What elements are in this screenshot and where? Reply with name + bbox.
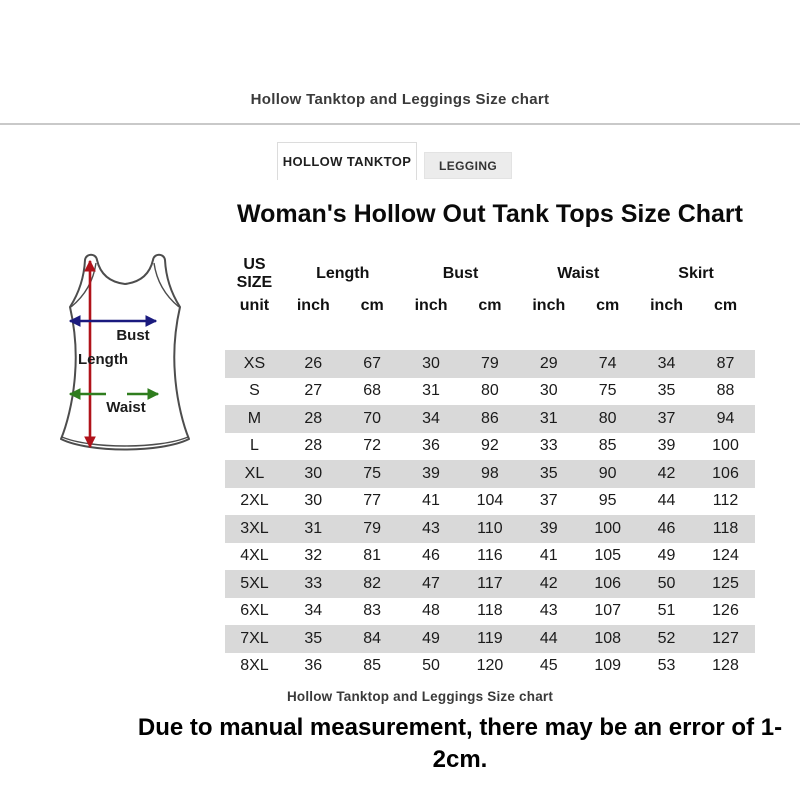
measurement-cell: 49 [422,629,440,647]
measurement-cell: 37 [539,492,558,510]
measurement-cell: 104 [476,492,504,510]
unit-header: unit [239,297,270,314]
measurement-cell: 44 [539,629,558,647]
table-row [225,405,755,433]
group-header-row [225,256,755,292]
measurement-cell: 85 [363,657,382,675]
unit-header: cm [713,297,738,314]
measurement-cell: 45 [539,657,558,675]
measurement-cell: 85 [598,437,617,455]
measurement-cell: 75 [598,382,617,400]
measurement-cell: 94 [716,409,735,427]
table-row [225,515,755,543]
measurement-cell: 126 [712,602,739,620]
measurement-cell: 42 [657,464,676,482]
size-cell: 4XL [240,547,269,565]
size-cell: 5XL [240,574,269,592]
measurement-cell: 108 [594,629,622,647]
measurement-cell: 79 [481,354,499,372]
measurement-cell: 50 [422,657,440,675]
tab-hollow-tanktop[interactable]: HOLLOW TANKTOP [277,142,417,180]
size-cell: 8XL [240,657,269,675]
measurement-cell: 33 [539,437,558,455]
measurement-cell: 125 [712,574,739,592]
measurement-cell: 31 [539,409,558,427]
table-row [225,653,755,681]
measurement-cell: 120 [476,657,504,675]
col-header-bust: Bust [442,265,479,282]
measurement-cell: 100 [712,437,739,455]
measurement-cell: 29 [539,354,558,372]
divider [0,123,800,125]
measurement-cell: 27 [304,382,323,400]
measurement-cell: 77 [363,492,382,510]
tab-legging[interactable]: LEGGING [424,152,512,179]
measurement-cell: 52 [657,629,676,647]
measurement-cell: 47 [422,574,440,592]
measurement-cell: 67 [363,354,382,372]
measurement-cell: 41 [422,492,440,510]
measurement-cell: 36 [422,437,440,455]
measurement-cell: 110 [477,519,503,537]
size-table [225,256,755,680]
measurement-cell: 34 [304,602,323,620]
measurement-cell: 48 [422,602,440,620]
size-cell: M [247,409,262,427]
measurement-cell: 70 [363,409,382,427]
table-row [225,433,755,461]
measurement-cell: 74 [598,354,617,372]
measurement-cell: 106 [594,574,622,592]
unit-header: cm [596,297,620,314]
measurement-cell: 107 [594,602,622,620]
measurement-cell: 50 [657,574,676,592]
measurement-cell: 34 [657,354,676,372]
measurement-cell: 39 [539,519,558,537]
tanktop-measurement-diagram [50,250,200,455]
measurement-cell: 49 [657,547,676,565]
measurement-cell: 31 [422,382,440,400]
unit-header: cm [360,297,384,314]
measurement-cell: 41 [539,547,558,565]
measurement-cell: 83 [363,602,382,620]
measurement-cell: 42 [539,574,558,592]
table-row [225,460,755,488]
measurement-cell: 35 [657,382,676,400]
table-row [225,570,755,598]
measurement-cell: 88 [716,382,735,400]
measurement-cell: 43 [422,519,440,537]
unit-header: cm [478,297,502,314]
footer-caption: Hollow Tanktop and Leggings Size chart [286,689,554,704]
length-label: Length [78,351,128,368]
page-title: Hollow Tanktop and Leggings Size chart [250,91,550,108]
size-chart-title: Woman's Hollow Out Tank Tops Size Chart [237,200,743,228]
measurement-cell: 46 [657,519,676,537]
table-row [225,625,755,653]
measurement-cell: 81 [363,547,382,565]
measurement-cell: 30 [304,492,323,510]
measurement-cell: 112 [712,492,739,510]
col-header-length: Length [316,265,370,282]
measurement-cell: 95 [598,492,617,510]
unit-header: inch [650,297,683,314]
measurement-cell: 53 [657,657,676,675]
measurement-cell: 28 [304,437,323,455]
measurement-disclaimer: Due to manual measurement, there may be an error of 1-2cm. [137,714,783,773]
measurement-cell: 30 [539,382,558,400]
unit-header-row [225,292,755,320]
measurement-cell: 68 [363,382,382,400]
measurement-cell: 92 [481,437,499,455]
measurement-cell: 124 [712,547,739,565]
measurement-cell: 80 [481,382,499,400]
measurement-cell: 106 [712,464,739,482]
size-cell: XL [244,464,265,482]
measurement-cell: 118 [477,602,503,620]
table-row [225,488,755,516]
unit-header: inch [296,297,330,314]
size-cell: 2XL [240,492,269,510]
measurement-cell: 44 [657,492,676,510]
waist-label: Waist [106,399,146,416]
measurement-cell: 33 [304,574,323,592]
measurement-cell: 98 [481,464,499,482]
size-cell: 7XL [240,629,269,647]
table-row [225,543,755,571]
size-cell: 6XL [240,602,269,620]
bust-label: Bust [116,327,150,344]
measurement-cell: 30 [304,464,323,482]
measurement-cell: 35 [539,464,558,482]
header-spacer [225,320,755,350]
measurement-cell: 127 [712,629,739,647]
measurement-cell: 105 [594,547,622,565]
tab-bar [277,142,512,180]
measurement-cell: 35 [304,629,323,647]
table-row [225,350,755,378]
measurement-cell: 118 [712,519,739,537]
measurement-cell: 116 [477,547,503,565]
size-cell: S [249,382,260,400]
measurement-cell: 46 [422,547,440,565]
unit-header: inch [414,297,448,314]
measurement-cell: 119 [477,629,503,647]
measurement-cell: 109 [594,657,622,675]
measurement-cell: 90 [598,464,617,482]
measurement-cell: 34 [422,409,440,427]
measurement-cell: 30 [422,354,440,372]
col-header-us-size: US SIZE [236,256,273,291]
measurement-cell: 32 [304,547,323,565]
col-header-skirt: Skirt [678,265,714,282]
measurement-cell: 80 [598,409,617,427]
size-cell: L [249,437,259,455]
measurement-cell: 43 [539,602,558,620]
measurement-cell: 72 [363,437,382,455]
table-row [225,378,755,406]
measurement-cell: 36 [304,657,323,675]
measurement-cell: 100 [594,519,622,537]
measurement-cell: 128 [712,657,739,675]
measurement-cell: 39 [657,437,676,455]
measurement-cell: 86 [481,409,499,427]
size-cell: XS [243,354,266,372]
size-cell: 3XL [240,519,269,537]
unit-header: inch [532,297,566,314]
measurement-cell: 31 [304,519,323,537]
measurement-cell: 75 [363,464,382,482]
measurement-cell: 87 [716,354,735,372]
table-row [225,598,755,626]
measurement-cell: 82 [363,574,382,592]
measurement-cell: 51 [657,602,676,620]
measurement-cell: 79 [363,519,382,537]
measurement-cell: 117 [477,574,503,592]
measurement-cell: 39 [422,464,440,482]
measurement-cell: 26 [304,354,323,372]
measurement-cell: 37 [657,409,676,427]
col-header-waist: Waist [557,265,600,282]
measurement-cell: 28 [304,409,323,427]
measurement-cell: 84 [363,629,382,647]
